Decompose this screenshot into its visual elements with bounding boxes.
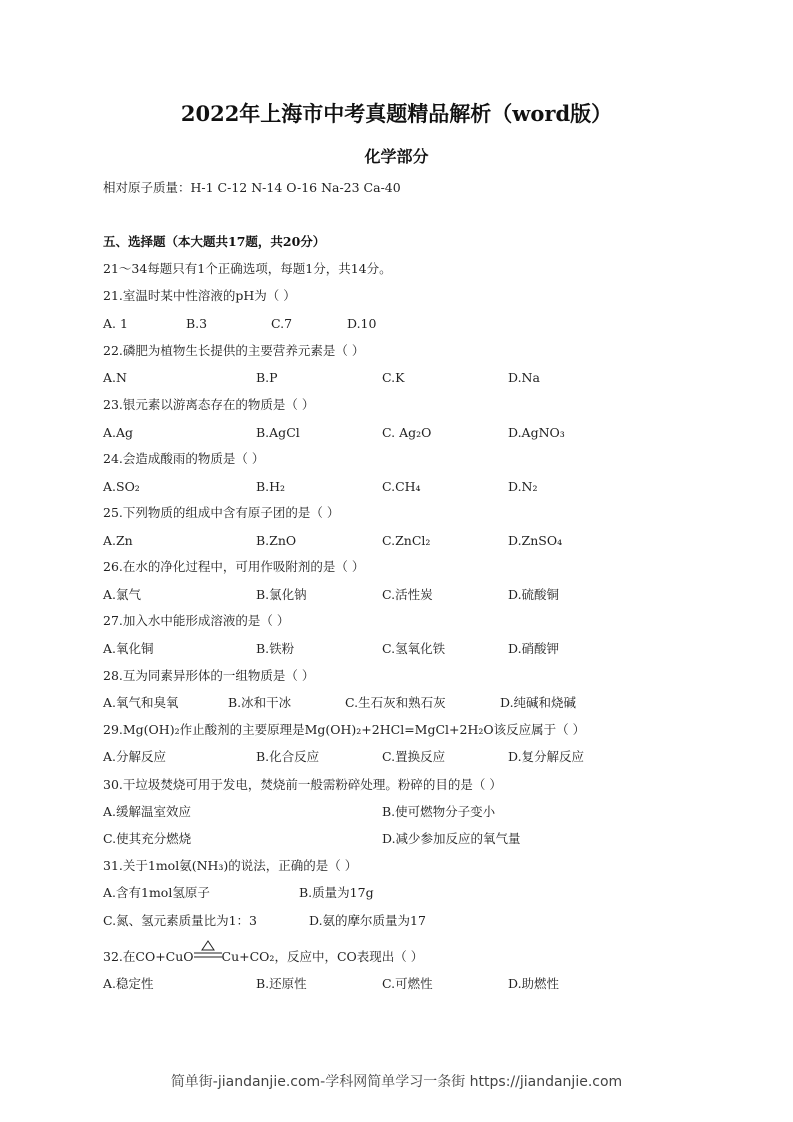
option: D.ZnSO₄ [508,533,563,548]
option: B.冰和干冰 [228,695,292,710]
option: C.活性炭 [382,587,433,602]
question-30: 30.干垃圾焚烧可用于发电，焚烧前一般需粉碎处理。粉碎的目的是（ ） [103,777,502,792]
option: C.氢氧化铁 [382,641,446,656]
option: C.CH₄ [382,479,421,494]
option: C.可燃性 [382,976,433,991]
option: D.助燃性 [508,976,560,991]
option: B.H₂ [256,479,286,494]
delta-heat-icon [194,939,222,965]
option: D.纯碱和烧碱 [500,695,577,710]
option: C.使其充分燃烧 [103,831,192,846]
option: C.K [382,370,405,385]
question-31: 31.关于1mol氨(NH₃)的说法，正确的是（ ） [103,858,358,873]
option: A.氯气 [103,587,142,602]
option: A.稳定性 [103,976,154,991]
footer-watermark: 简单街-jiandanjie.com-学科网简单学习一条街 https://jiandanjie.com [170,1074,623,1090]
page-title: 2022年上海市中考真题精品解析（word版） [180,101,613,126]
option: D.Na [508,370,540,385]
option: A.N [103,370,127,385]
option: B.ZnO [256,533,297,548]
option: C.生石灰和熟石灰 [345,695,446,710]
option: D.氨的摩尔质量为17 [309,913,426,928]
option: A.含有1mol氢原子 [103,885,210,900]
option: D.硫酸铜 [508,587,560,602]
question-22: 22.磷肥为植物生长提供的主要营养元素是（ ） [103,343,365,358]
option: B.质量为17g [299,885,374,900]
option: C.氮、氢元素质量比为1：3 [103,913,257,928]
question-23: 23.银元素以游离态存在的物质是（ ） [103,397,315,412]
question-27: 27.加入水中能形成溶液的是（ ） [103,613,290,628]
section-heading: 五、选择题（本大题共17题，共20分） [103,234,326,249]
option: B.还原性 [256,976,307,991]
instruction: 21～34每题只有1个正确选项，每题1分，共14分。 [103,261,392,276]
option: C.7 [271,316,293,331]
question-32-stem-start: 32.在CO+CuO [103,949,194,964]
option: D.AgNO₃ [508,425,565,440]
option: B.铁粉 [256,641,295,656]
option: D.复分解反应 [508,749,585,764]
option: B.3 [186,316,208,331]
option: D.硝酸钾 [508,641,560,656]
heat-equals-sign [194,951,222,965]
question-32-stem-end: Cu+CO₂，反应中，CO表现出（ ） [221,949,424,964]
option: B.使可燃物分子变小 [382,804,496,819]
question-25: 25.下列物质的组成中含有原子团的是（ ） [103,505,340,520]
option: B.氯化钠 [256,587,307,602]
option: B.化合反应 [256,749,320,764]
question-32 [103,949,423,965]
option: A.Ag [103,425,134,440]
option: C.ZnCl₂ [382,533,431,548]
option: D.减少参加反应的氧气量 [382,831,521,846]
option: A.氧气和臭氧 [103,695,179,710]
option: A. 1 [103,316,128,331]
option: A.氧化铜 [103,641,154,656]
question-28: 28.互为同素异形体的一组物质是（ ） [103,668,315,683]
question-21: 21.室温时某中性溶液的pH为（ ） [103,288,296,303]
atomic-masses: 相对原子质量：H-1 C-12 N-14 O-16 Na-23 Ca-40 [103,180,401,195]
option: A.分解反应 [103,749,167,764]
question-29: 29.Mg(OH)₂作止酸剂的主要原理是Mg(OH)₂+2HCl=MgCl+2H₂O该反应属于（ ） [103,722,586,737]
option: D.10 [347,316,377,331]
option: A.Zn [103,533,133,548]
option: D.N₂ [508,479,538,494]
option: B.AgCl [256,425,300,440]
page-subtitle: 化学部分 [364,147,429,166]
option: C. Ag₂O [382,425,432,440]
question-26: 26.在水的净化过程中，可用作吸附剂的是（ ） [103,559,365,574]
question-24: 24.会造成酸雨的物质是（ ） [103,451,265,466]
option: C.置换反应 [382,749,446,764]
option: A.SO₂ [103,479,140,494]
option: A.缓解温室效应 [103,804,192,819]
option: B.P [256,370,278,385]
